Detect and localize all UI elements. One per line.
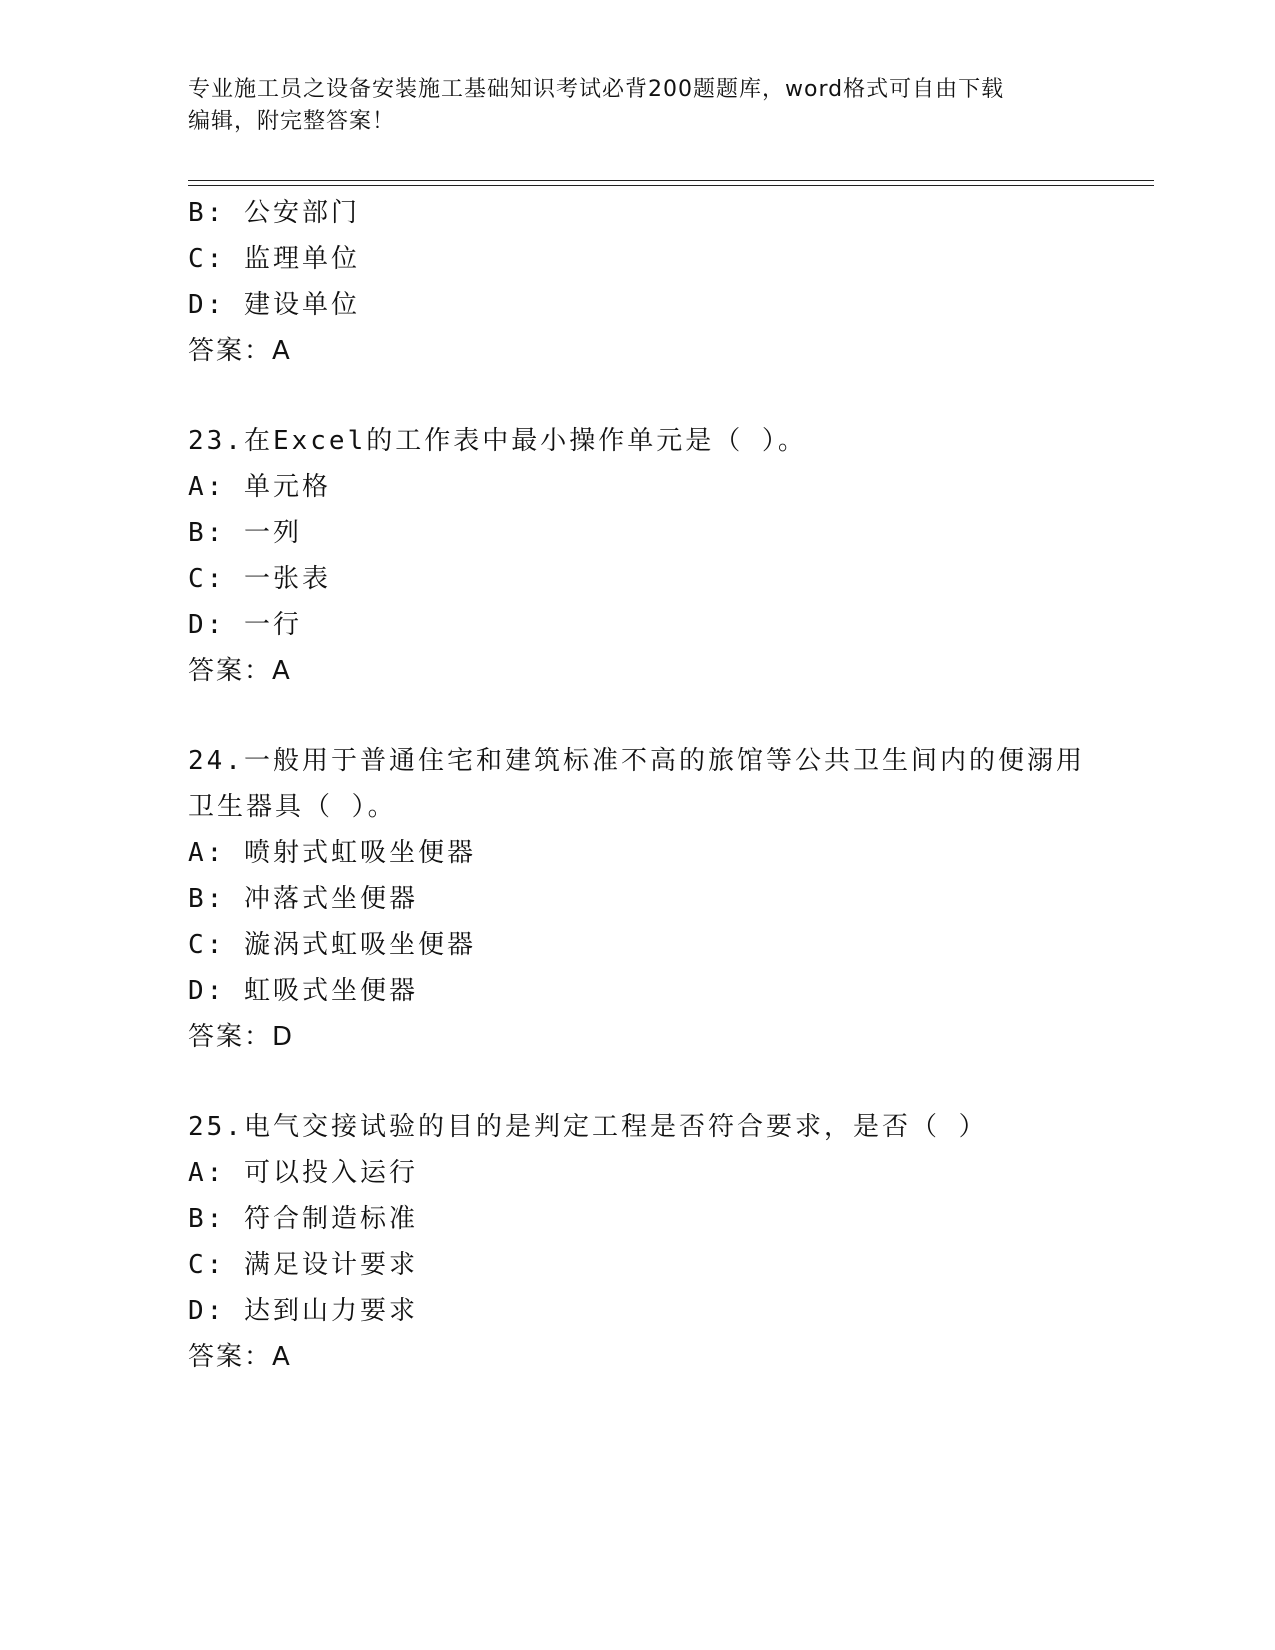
option-c: C: 一张表 xyxy=(188,564,331,594)
option-d: D: 建设单位 xyxy=(188,290,360,320)
answer: 答案：D xyxy=(188,1022,295,1052)
answer: 答案：A xyxy=(188,1342,292,1372)
option-b: B: 符合制造标准 xyxy=(188,1204,418,1234)
option-a: A: 可以投入运行 xyxy=(188,1158,418,1188)
question-text: 25.电气交接试验的目的是判定工程是否符合要求，是否（ ） xyxy=(188,1112,988,1142)
document-body xyxy=(188,190,1148,1380)
question-25-block xyxy=(188,1104,1148,1380)
option-d: D: 虹吸式坐便器 xyxy=(188,976,418,1006)
header-divider-top xyxy=(188,180,1154,181)
question-22-block xyxy=(188,190,1148,374)
option-d: D: 达到山力要求 xyxy=(188,1296,418,1326)
question-23-block xyxy=(188,418,1148,694)
option-c: C: 监理单位 xyxy=(188,244,360,274)
option-a: A: 单元格 xyxy=(188,472,331,502)
option-c: C: 漩涡式虹吸坐便器 xyxy=(188,930,476,960)
answer: 答案：A xyxy=(188,656,292,686)
header-line-1: 专业施工员之设备安装施工基础知识考试必背200题题库，word格式可自由下载 xyxy=(188,77,1005,102)
spacer xyxy=(188,1060,1148,1104)
option-b: B: 公安部门 xyxy=(188,198,360,228)
option-c: C: 满足设计要求 xyxy=(188,1250,418,1280)
option-d: D: 一行 xyxy=(188,610,302,640)
question-text-line-2: 卫生器具（ ）。 xyxy=(188,792,397,822)
document-header xyxy=(188,74,1068,138)
option-a: A: 喷射式虹吸坐便器 xyxy=(188,838,476,868)
question-24-block xyxy=(188,738,1148,1060)
header-line-2: 编辑，附完整答案！ xyxy=(188,109,396,134)
option-b: B: 冲落式坐便器 xyxy=(188,884,418,914)
question-text: 23.在Excel的工作表中最小操作单元是（ ）。 xyxy=(188,426,807,456)
question-text-line-1: 24.一般用于普通住宅和建筑标准不高的旅馆等公共卫生间内的便溺用 xyxy=(188,746,1085,776)
spacer xyxy=(188,374,1148,418)
spacer xyxy=(188,694,1148,738)
answer: 答案：A xyxy=(188,336,292,366)
header-divider-bottom xyxy=(188,185,1154,186)
option-b: B: 一列 xyxy=(188,518,302,548)
